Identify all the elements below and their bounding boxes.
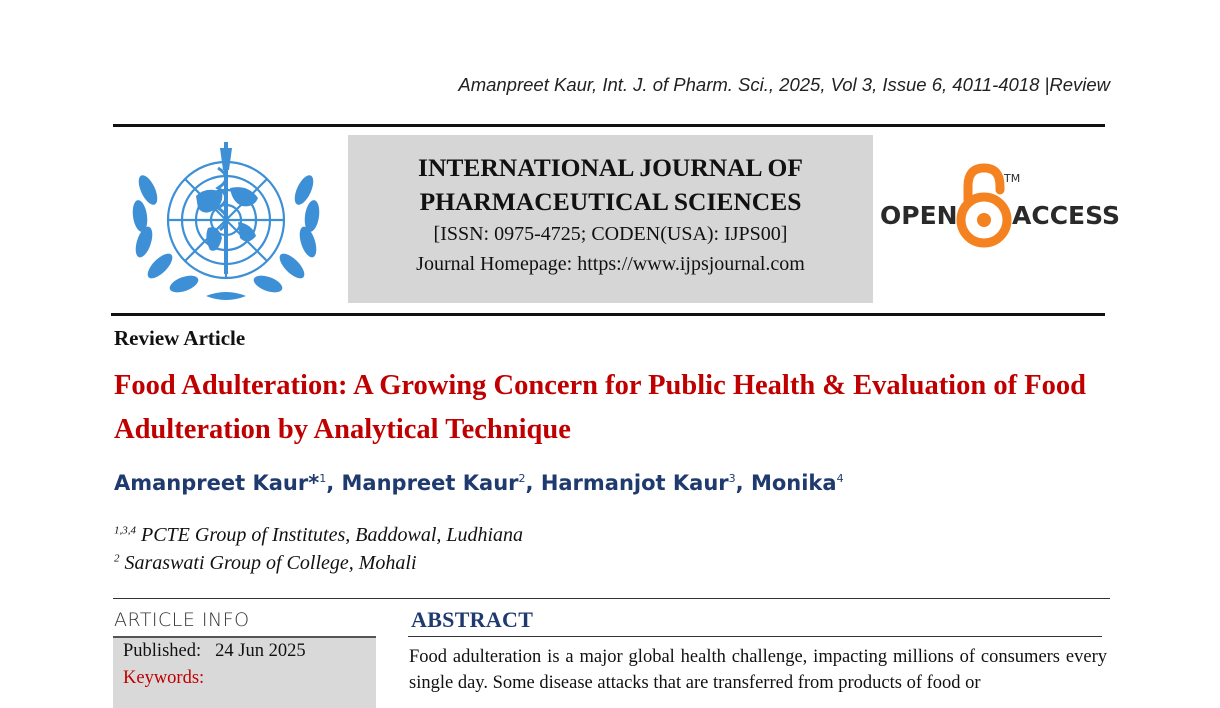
- abstract-heading: ABSTRACT: [411, 607, 534, 632]
- article-title: Food Adulteration: A Growing Concern for Public Health & Evaluation of Food Adulteration by Analytical Technique: [114, 370, 1086, 445]
- header-rule-top: [113, 124, 1105, 127]
- journal-name: [348, 151, 873, 219]
- un-emblem-logo: [126, 138, 326, 308]
- journal-masthead: [348, 135, 873, 303]
- author-name: Manpreet Kaur: [341, 471, 519, 495]
- journal-homepage[interactable]: Journal Homepage: https://www.ijpsjournal.com: [416, 253, 805, 275]
- oa-access-text: ACCESS: [1012, 201, 1121, 230]
- keywords-label: Keywords:: [123, 668, 205, 688]
- author-affil-sup: 2: [518, 472, 526, 485]
- journal-name-line2: PHARMACEUTICAL SCIENCES: [419, 187, 802, 216]
- oa-trademark: TM: [1004, 172, 1021, 185]
- open-lock-icon: [961, 168, 1007, 243]
- published-row: [123, 641, 306, 662]
- journal-name-line1: INTERNATIONAL JOURNAL OF: [418, 153, 803, 182]
- author-affil-sup: 4: [836, 472, 844, 485]
- oa-open-text: OPEN: [880, 201, 958, 230]
- section-divider: [113, 598, 1110, 599]
- affiliation-1: [114, 524, 523, 547]
- abstract-text: Food adulteration is a major global health challenge, impacting millions of consumers every single day. Some disease attacks that are transferred from products of food or: [409, 647, 1107, 693]
- author-affil-sup: 3: [728, 472, 736, 485]
- author-name: Harmanjot Kaur: [540, 471, 729, 495]
- journal-issn: [ISSN: 0975-4725; CODEN(USA): IJPS00]: [433, 223, 788, 245]
- header-rule-bottom: [111, 313, 1105, 316]
- affiliation-2: [114, 552, 417, 575]
- abstract-rule: [408, 636, 1102, 637]
- published-date: 24 Jun 2025: [215, 641, 306, 661]
- affiliation-sup: 2: [114, 552, 120, 565]
- running-header-citation: Amanpreet Kaur, Int. J. of Pharm. Sci., 2025, Vol 3, Issue 6, 4011-4018 |Review: [458, 74, 1110, 95]
- author-name: Monika: [750, 471, 837, 495]
- open-access-logo: [878, 162, 1121, 252]
- published-label: Published:: [123, 641, 202, 661]
- author-list: Amanpreet Kaur*$^1$, Manpreet Kaur$^2$, Harmanjot Kaur$^3$, Monika$^4$: [114, 471, 844, 495]
- affiliation-text: Saraswati Group of College, Mohali: [124, 552, 417, 574]
- article-type-label: Review Article: [114, 326, 246, 350]
- affiliation-text: PCTE Group of Institutes, Baddowal, Ludhiana: [141, 524, 524, 546]
- affiliation-sup: 1,3,4: [114, 524, 136, 537]
- article-info-heading: ARTICLE INFO: [114, 609, 250, 631]
- author-name: Amanpreet Kaur*: [114, 471, 320, 495]
- article-info-box: [113, 638, 376, 708]
- author-affil-sup: 1: [319, 472, 327, 485]
